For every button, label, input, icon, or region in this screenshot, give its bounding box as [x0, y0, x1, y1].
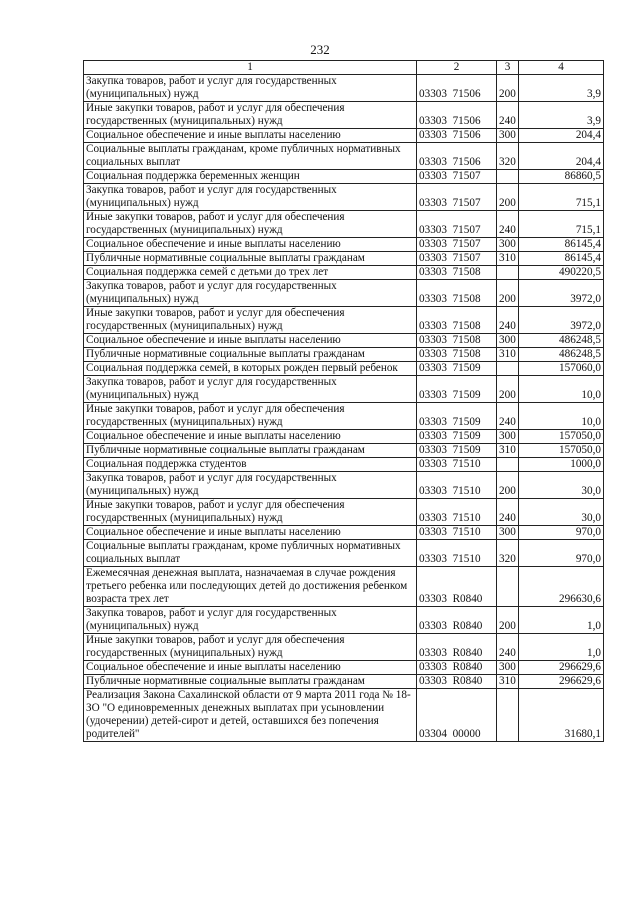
- row-amount-cell: 970,0: [519, 540, 604, 567]
- row-code-cell: 03303 71508: [417, 348, 497, 362]
- row-amount-cell: 296629,6: [519, 675, 604, 689]
- row-code-cell: 03303 71509: [417, 376, 497, 403]
- row-code-cell: 03303 R0840: [417, 567, 497, 607]
- row-expense-type-cell: 200: [497, 376, 519, 403]
- column-header-amount: 4: [519, 61, 604, 75]
- table-row: [84, 540, 604, 567]
- row-amount-cell: 30,0: [519, 472, 604, 499]
- row-expense-type-cell: 200: [497, 280, 519, 307]
- row-expense-type-cell: 320: [497, 540, 519, 567]
- row-expense-type-cell: [497, 689, 519, 742]
- row-code-cell: 03303 71506: [417, 129, 497, 143]
- row-amount-cell: 204,4: [519, 143, 604, 170]
- row-amount-cell: 157060,0: [519, 362, 604, 376]
- row-amount-cell: 1,0: [519, 634, 604, 661]
- row-expense-type-cell: 310: [497, 675, 519, 689]
- row-code-cell: 03303 71507: [417, 238, 497, 252]
- row-amount-cell: 490220,5: [519, 266, 604, 280]
- row-name-cell: Закупка товаров, работ и услуг для государственных (муниципальных) нужд: [84, 75, 417, 102]
- row-expense-type-cell: [497, 458, 519, 472]
- row-code-cell: 03303 71507: [417, 184, 497, 211]
- row-name-cell: Иные закупки товаров, работ и услуг для обеспечения государственных (муниципальных) нужд: [84, 499, 417, 526]
- row-expense-type-cell: 240: [497, 499, 519, 526]
- row-expense-type-cell: 240: [497, 403, 519, 430]
- row-name-cell: Иные закупки товаров, работ и услуг для обеспечения государственных (муниципальных) нужд: [84, 403, 417, 430]
- table-row: [84, 675, 604, 689]
- row-name-cell: Закупка товаров, работ и услуг для государственных (муниципальных) нужд: [84, 472, 417, 499]
- table-row: [84, 430, 604, 444]
- row-name-cell: Социальная поддержка беременных женщин: [84, 170, 417, 184]
- table-row: [84, 444, 604, 458]
- row-name-cell: Социальное обеспечение и иные выплаты населению: [84, 661, 417, 675]
- row-expense-type-cell: 200: [497, 184, 519, 211]
- row-name-cell: Социальное обеспечение и иные выплаты населению: [84, 129, 417, 143]
- row-amount-cell: 3972,0: [519, 307, 604, 334]
- row-name-cell: Иные закупки товаров, работ и услуг для обеспечения государственных (муниципальных) нужд: [84, 634, 417, 661]
- row-code-cell: 03303 71508: [417, 307, 497, 334]
- row-expense-type-cell: 240: [497, 102, 519, 129]
- row-expense-type-cell: 200: [497, 75, 519, 102]
- row-amount-cell: 157050,0: [519, 444, 604, 458]
- row-name-cell: Социальное обеспечение и иные выплаты населению: [84, 526, 417, 540]
- table-row: [84, 634, 604, 661]
- table-row: [84, 472, 604, 499]
- row-amount-cell: 296630,6: [519, 567, 604, 607]
- column-header-name: 1: [84, 61, 417, 75]
- row-name-cell: Публичные нормативные социальные выплаты гражданам: [84, 675, 417, 689]
- row-amount-cell: 1,0: [519, 607, 604, 634]
- row-expense-type-cell: 320: [497, 143, 519, 170]
- row-expense-type-cell: 300: [497, 238, 519, 252]
- row-name-cell: Публичные нормативные социальные выплаты гражданам: [84, 348, 417, 362]
- table-row: [84, 376, 604, 403]
- row-amount-cell: 86145,4: [519, 238, 604, 252]
- row-amount-cell: 204,4: [519, 129, 604, 143]
- row-name-cell: Реализация Закона Сахалинской области от 9 марта 2011 года № 18-ЗО "О единовременных денежных выплатах при усыновлении (удочерении) детей-сирот и детей, оставшихся без попечения родителей": [84, 689, 417, 742]
- row-code-cell: 03303 71510: [417, 526, 497, 540]
- header-row: [84, 61, 604, 75]
- row-expense-type-cell: 300: [497, 661, 519, 675]
- row-amount-cell: 86860,5: [519, 170, 604, 184]
- row-code-cell: 03303 71508: [417, 280, 497, 307]
- row-name-cell: Социальная поддержка семей с детьми до трех лет: [84, 266, 417, 280]
- table-row: [84, 266, 604, 280]
- row-amount-cell: 296629,6: [519, 661, 604, 675]
- row-amount-cell: 10,0: [519, 403, 604, 430]
- row-expense-type-cell: [497, 567, 519, 607]
- budget-table: [83, 60, 604, 742]
- row-expense-type-cell: 240: [497, 211, 519, 238]
- row-code-cell: 03303 71506: [417, 75, 497, 102]
- page-number: 232: [310, 42, 330, 57]
- row-expense-type-cell: 200: [497, 607, 519, 634]
- row-code-cell: 03303 71510: [417, 540, 497, 567]
- row-code-cell: 03303 71510: [417, 499, 497, 526]
- row-name-cell: Закупка товаров, работ и услуг для государственных (муниципальных) нужд: [84, 280, 417, 307]
- table-body: [84, 75, 604, 742]
- row-code-cell: 03303 R0840: [417, 607, 497, 634]
- row-amount-cell: 3,9: [519, 102, 604, 129]
- row-name-cell: Социальная поддержка студентов: [84, 458, 417, 472]
- row-amount-cell: 86145,4: [519, 252, 604, 266]
- row-amount-cell: 3972,0: [519, 280, 604, 307]
- row-code-cell: 03303 R0840: [417, 634, 497, 661]
- table-row: [84, 689, 604, 742]
- row-name-cell: Публичные нормативные социальные выплаты гражданам: [84, 252, 417, 266]
- row-expense-type-cell: 310: [497, 444, 519, 458]
- table-row: [84, 170, 604, 184]
- row-name-cell: Социальное обеспечение и иные выплаты населению: [84, 334, 417, 348]
- row-expense-type-cell: [497, 362, 519, 376]
- row-amount-cell: 30,0: [519, 499, 604, 526]
- row-name-cell: Социальная поддержка семей, в которых рожден первый ребенок: [84, 362, 417, 376]
- table-row: [84, 238, 604, 252]
- table-row: [84, 184, 604, 211]
- table-row: [84, 526, 604, 540]
- table-row: [84, 252, 604, 266]
- table-row: [84, 499, 604, 526]
- table-row: [84, 280, 604, 307]
- row-code-cell: 03303 71508: [417, 334, 497, 348]
- table-row: [84, 129, 604, 143]
- table-row: [84, 75, 604, 102]
- table-row: [84, 211, 604, 238]
- table-row: [84, 458, 604, 472]
- table-row: [84, 661, 604, 675]
- row-code-cell: 03303 71507: [417, 170, 497, 184]
- row-code-cell: 03303 71509: [417, 444, 497, 458]
- row-code-cell: 03303 71506: [417, 143, 497, 170]
- row-name-cell: Закупка товаров, работ и услуг для государственных (муниципальных) нужд: [84, 607, 417, 634]
- row-name-cell: Публичные нормативные социальные выплаты гражданам: [84, 444, 417, 458]
- row-code-cell: 03303 R0840: [417, 661, 497, 675]
- table-row: [84, 362, 604, 376]
- row-name-cell: Закупка товаров, работ и услуг для государственных (муниципальных) нужд: [84, 184, 417, 211]
- row-code-cell: 03304 00000: [417, 689, 497, 742]
- row-name-cell: Закупка товаров, работ и услуг для государственных (муниципальных) нужд: [84, 376, 417, 403]
- table-row: [84, 307, 604, 334]
- table-row: [84, 607, 604, 634]
- row-name-cell: Социальные выплаты гражданам, кроме публичных нормативных социальных выплат: [84, 540, 417, 567]
- row-expense-type-cell: 310: [497, 252, 519, 266]
- row-name-cell: Ежемесячная денежная выплата, назначаемая в случае рождения третьего ребенка или последующих детей до достижения ребенком возраста трех лет: [84, 567, 417, 607]
- row-amount-cell: 157050,0: [519, 430, 604, 444]
- table-row: [84, 567, 604, 607]
- row-name-cell: Иные закупки товаров, работ и услуг для обеспечения государственных (муниципальных) нужд: [84, 102, 417, 129]
- row-name-cell: Социальные выплаты гражданам, кроме публичных нормативных социальных выплат: [84, 143, 417, 170]
- row-expense-type-cell: [497, 170, 519, 184]
- row-amount-cell: 715,1: [519, 211, 604, 238]
- row-code-cell: 03303 71510: [417, 472, 497, 499]
- row-expense-type-cell: [497, 266, 519, 280]
- row-code-cell: 03303 71507: [417, 252, 497, 266]
- table-row: [84, 403, 604, 430]
- table-row: [84, 334, 604, 348]
- row-amount-cell: 3,9: [519, 75, 604, 102]
- row-expense-type-cell: 200: [497, 472, 519, 499]
- row-code-cell: 03303 71509: [417, 362, 497, 376]
- row-amount-cell: 31680,1: [519, 689, 604, 742]
- row-amount-cell: 486248,5: [519, 348, 604, 362]
- row-expense-type-cell: 300: [497, 334, 519, 348]
- row-name-cell: Иные закупки товаров, работ и услуг для обеспечения государственных (муниципальных) нужд: [84, 307, 417, 334]
- row-name-cell: Социальное обеспечение и иные выплаты населению: [84, 238, 417, 252]
- row-expense-type-cell: 300: [497, 430, 519, 444]
- column-header-code: 2: [417, 61, 497, 75]
- row-amount-cell: 10,0: [519, 376, 604, 403]
- row-code-cell: 03303 71509: [417, 403, 497, 430]
- column-header-expense-type: 3: [497, 61, 519, 75]
- row-code-cell: 03303 71509: [417, 430, 497, 444]
- row-name-cell: Социальное обеспечение и иные выплаты населению: [84, 430, 417, 444]
- row-amount-cell: 970,0: [519, 526, 604, 540]
- row-code-cell: 03303 71506: [417, 102, 497, 129]
- row-expense-type-cell: 310: [497, 348, 519, 362]
- table-row: [84, 143, 604, 170]
- row-code-cell: 03303 R0840: [417, 675, 497, 689]
- row-expense-type-cell: 240: [497, 307, 519, 334]
- row-name-cell: Иные закупки товаров, работ и услуг для обеспечения государственных (муниципальных) нужд: [84, 211, 417, 238]
- row-amount-cell: 715,1: [519, 184, 604, 211]
- row-expense-type-cell: 300: [497, 129, 519, 143]
- table-row: [84, 348, 604, 362]
- row-expense-type-cell: 240: [497, 634, 519, 661]
- row-amount-cell: 486248,5: [519, 334, 604, 348]
- row-code-cell: 03303 71507: [417, 211, 497, 238]
- row-code-cell: 03303 71508: [417, 266, 497, 280]
- row-expense-type-cell: 300: [497, 526, 519, 540]
- row-code-cell: 03303 71510: [417, 458, 497, 472]
- table-row: [84, 102, 604, 129]
- row-amount-cell: 1000,0: [519, 458, 604, 472]
